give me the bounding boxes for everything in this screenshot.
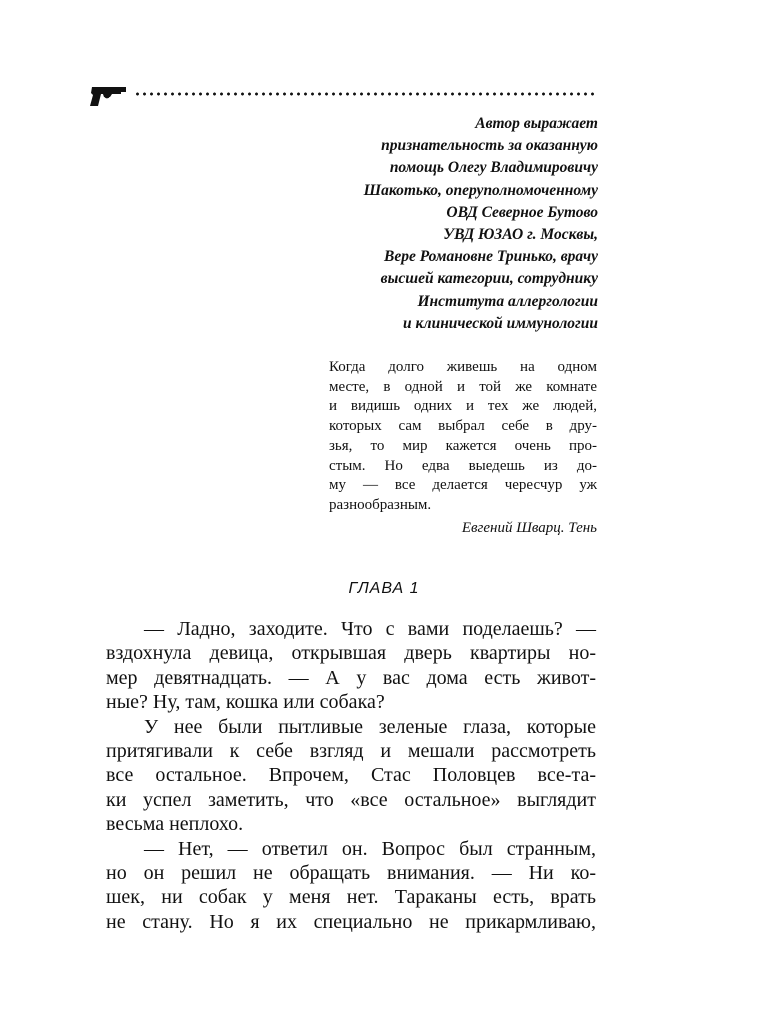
body-line: У нее были пытливые зеленые глаза, которые: [144, 715, 596, 738]
body-line: весьма неплохо.: [106, 813, 244, 836]
epigraph-line: разнообразным.: [329, 496, 432, 513]
epigraph-author: Евгений Шварц. Тень: [461, 519, 597, 536]
epigraph-line: стым. Но едва выедешь из до-: [329, 457, 597, 474]
epigraph: [329, 358, 597, 538]
epigraph-line: Когда долго живешь на одном: [329, 359, 597, 375]
dedication: [178, 113, 598, 335]
dedication-line: высшей категории, сотруднику: [380, 270, 598, 288]
dedication-line: и клинической иммунологии: [402, 314, 598, 332]
body-line: притягивали к себе взгляд и мешали рассмотреть: [106, 740, 596, 763]
revolver-icon: [88, 83, 128, 107]
body-line: — Нет, — ответил он. Вопрос был странным,: [144, 837, 596, 860]
body-line: — Ладно, заходите. Что с вами поделаешь? —: [144, 618, 596, 640]
epigraph-line: которых сам выбрал себе в дру-: [329, 418, 597, 435]
dedication-line: ОВД Северное Бутово: [446, 203, 598, 221]
dedication-line: помощь Олегу Владимировичу: [389, 159, 598, 177]
epigraph-line: и видишь одних и тех же людей,: [329, 398, 597, 415]
dedication-line: УВД ЮЗАО г. Москвы,: [443, 226, 598, 244]
body-line: не стану. Но я их специально не прикармливаю,: [106, 910, 596, 933]
dotted-rule: [134, 92, 596, 96]
body-line: все остальное. Впрочем, Стас Половцев все-та-: [106, 764, 596, 787]
dedication-line: Автор выражает: [475, 115, 598, 132]
dedication-line: Института аллергологии: [417, 292, 598, 310]
body-line: ные? Ну, там, кошка или собака?: [106, 691, 385, 714]
body-line: вздохнула девица, открывшая дверь квартиры но-: [106, 642, 596, 665]
dedication-line: Вере Романовне Тринько, врачу: [384, 248, 598, 266]
body-line: шек, ни собак у меня нет. Тараканы есть, врать: [106, 886, 596, 909]
dedication-line: Шакотько, оперуполномоченному: [363, 181, 598, 199]
epigraph-line: му — все делается чересчур уж: [329, 477, 597, 494]
body-line: мер девятнадцать. — А у вас дома есть живот-: [106, 666, 596, 689]
dedication-line: признательность за оказанную: [381, 137, 598, 155]
epigraph-line: зья, то мир кажется очень про-: [329, 437, 597, 454]
header-ornament: [88, 83, 596, 107]
body-text: [106, 617, 596, 934]
epigraph-line: месте, в одной и той же комнате: [329, 378, 597, 395]
body-line: но он решил не обращать внимания. — Ни ко-: [106, 862, 596, 885]
chapter-title: ГЛАВА 1: [348, 580, 420, 597]
body-line: ки успел заметить, что «все остальное» выглядит: [106, 788, 596, 811]
